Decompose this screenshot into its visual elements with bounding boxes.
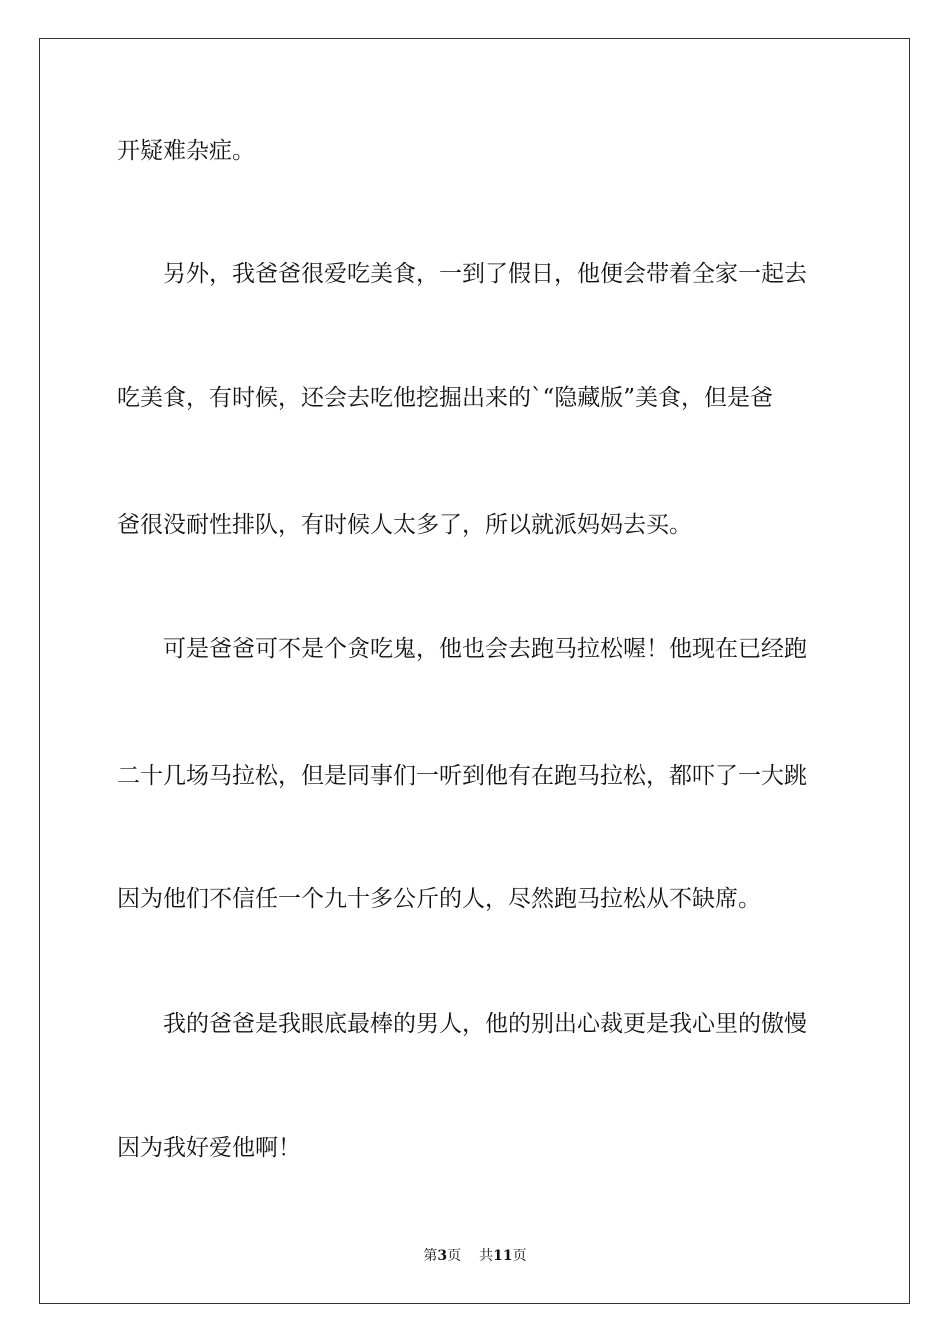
text-line-1: 开疑难杂症。 xyxy=(117,138,255,164)
total-pages: 11 xyxy=(493,1248,513,1264)
page-number: 3 xyxy=(437,1248,448,1264)
text-line-6: 二十几场马拉松，但是同事们一听到他有在跑马拉松，都吓了一大跳 xyxy=(117,763,807,789)
page-suffix: 页 xyxy=(447,1248,462,1264)
text-line-8: 我的爸爸是我眼底最棒的男人，他的别出心裁更是我心里的傲慢 xyxy=(163,1011,807,1037)
text-line-7: 因为他们不信任一个九十多公斤的人，尽然跑马拉松从不缺席。 xyxy=(117,886,761,912)
text-line-9: 因为我好爱他啊！ xyxy=(117,1135,301,1161)
page-prefix: 第 xyxy=(423,1248,438,1264)
total-suffix: 页 xyxy=(512,1248,527,1264)
text-line-3: 吃美食，有时候，还会去吃他挖掘出来的`“隐藏版”美食，但是爸 xyxy=(117,385,774,411)
text-line-4: 爸很没耐性排队，有时候人太多了，所以就派妈妈去买。 xyxy=(117,512,692,538)
text-line-5: 可是爸爸可不是个贪吃鬼，他也会去跑马拉松喔！他现在已经跑 xyxy=(163,636,807,662)
total-prefix: 共 xyxy=(479,1248,494,1264)
text-line-2: 另外，我爸爸很爱吃美食，一到了假日，他便会带着全家一起去 xyxy=(163,261,807,287)
page-footer xyxy=(0,1247,950,1265)
page-border xyxy=(39,38,910,1304)
